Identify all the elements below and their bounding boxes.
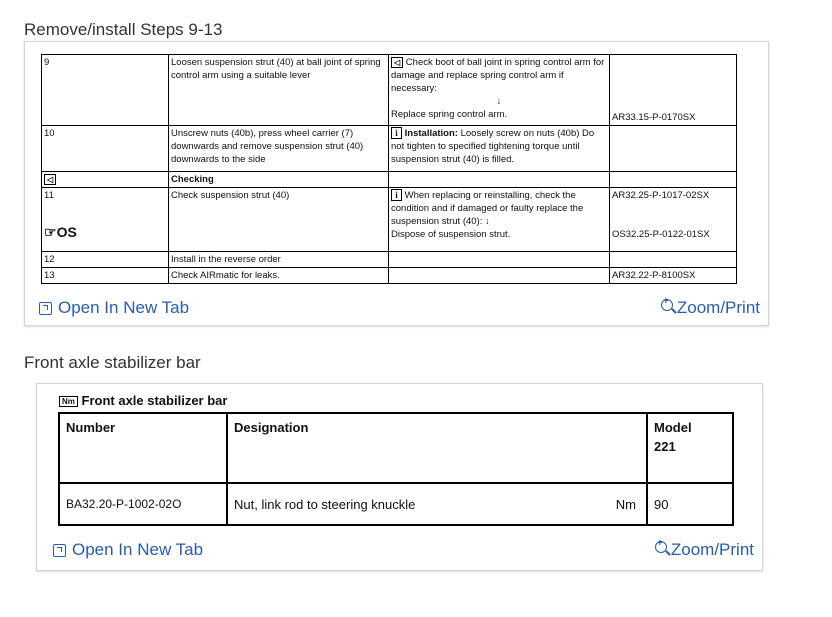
zoom-print-label: Zoom/Print	[676, 298, 760, 317]
step-note-result: Replace spring control arm.	[391, 109, 508, 120]
zoom-print-link[interactable]	[655, 540, 754, 560]
steps-table	[41, 54, 737, 284]
column-header-model	[647, 413, 733, 483]
zoom-print-label: Zoom/Print	[670, 540, 754, 559]
stabilizer-panel	[36, 383, 763, 571]
step-number	[42, 172, 169, 188]
step-number: 9	[42, 55, 169, 126]
model-number: 221	[654, 439, 676, 454]
step-number: 12	[42, 252, 169, 268]
installation-label: Installation:	[404, 128, 458, 139]
section-title-stabilizer: Front axle stabilizer bar	[24, 353, 201, 372]
open-new-tab-label: Open In New Tab	[72, 540, 204, 559]
step-reference	[610, 252, 737, 268]
step-action: Unscrew nuts (40b), press wheel carrier (7) downwards and remove suspension strut (40) downwards to the side	[169, 126, 389, 172]
os-label: OS	[56, 224, 77, 240]
step-note	[389, 126, 610, 172]
table-row	[42, 172, 737, 188]
table-row	[42, 55, 737, 126]
step-note-text: When replacing or reinstalling, check the condition and if damaged or faulty replace the suspension strut (40):	[391, 190, 584, 227]
step-note	[389, 188, 610, 252]
table-row	[42, 126, 737, 172]
step-note-result: Dispose of suspension strut.	[391, 229, 511, 240]
torque-designation	[227, 483, 647, 525]
column-header-number: Number	[59, 413, 227, 483]
open-new-tab-link[interactable]	[39, 298, 189, 318]
checking-icon: ◁	[391, 57, 403, 68]
step-reference	[610, 126, 737, 172]
table-row	[59, 483, 733, 525]
pointing-hand-icon: ☞	[44, 224, 57, 240]
table-row	[42, 188, 737, 252]
steps-document	[41, 54, 737, 284]
open-new-tab-icon	[53, 544, 66, 557]
step-number: 13	[42, 268, 169, 284]
checking-icon: ◁	[44, 174, 56, 185]
step-note	[389, 55, 610, 126]
column-header-designation: Designation	[227, 413, 647, 483]
info-icon: i	[391, 127, 402, 139]
zoom-icon	[655, 541, 667, 553]
open-new-tab-link[interactable]	[53, 540, 203, 560]
torque-table-title: Front axle stabilizer bar	[81, 393, 228, 408]
torque-table	[58, 412, 734, 526]
step-action: Install in the reverse order	[169, 252, 389, 268]
torque-table-heading	[59, 393, 227, 408]
step-reference-link[interactable]: AR33.15-P-0170SX	[610, 55, 737, 126]
zoom-icon	[661, 299, 673, 311]
step-reference-link[interactable]: OS32.25-P-0122-01SX	[612, 229, 710, 240]
zoom-print-link[interactable]	[661, 298, 760, 318]
info-icon: i	[391, 189, 402, 201]
step-note-text: Loosely screw on nuts (40b) Do not tighten to specified tightening torque until suspension strut (40) is filled.	[391, 128, 595, 165]
step-number-value: 11	[44, 190, 54, 201]
step-note-text: Check boot of ball joint in spring control arm for damage and replace spring control arm if necessary:	[391, 57, 605, 94]
open-new-tab-icon	[39, 302, 52, 315]
step-reference	[610, 188, 737, 252]
open-new-tab-label: Open In New Tab	[58, 298, 190, 317]
step-action: Loosen suspension strut (40) at ball joint of spring control arm using a suitable lever	[169, 55, 389, 126]
step-reference-link[interactable]: AR32.22-P-8100SX	[610, 268, 737, 284]
table-row	[42, 268, 737, 284]
table-row	[42, 252, 737, 268]
step-number: 10	[42, 126, 169, 172]
down-arrow-icon: ↓	[485, 216, 490, 227]
model-label: Model	[654, 420, 692, 435]
step-action: Check suspension strut (40)	[169, 188, 389, 252]
step-reference-link[interactable]: AR32.25-P-1017-02SX	[612, 190, 710, 201]
down-arrow-icon: ↓	[496, 96, 502, 107]
designation-text: Nut, link rod to steering knuckle	[234, 496, 416, 512]
table-header-row	[59, 413, 733, 483]
step-action: Checking	[169, 172, 389, 188]
section-title-steps: Remove/install Steps 9-13	[24, 20, 223, 39]
nm-icon: Nm	[59, 396, 78, 407]
step-action: Check AIRmatic for leaks.	[169, 268, 389, 284]
steps-panel	[24, 41, 769, 326]
torque-number: BA32.20-P-1002-02O	[59, 483, 227, 525]
step-number	[42, 188, 169, 252]
torque-value: 90	[647, 483, 733, 525]
torque-unit: Nm	[615, 496, 636, 512]
